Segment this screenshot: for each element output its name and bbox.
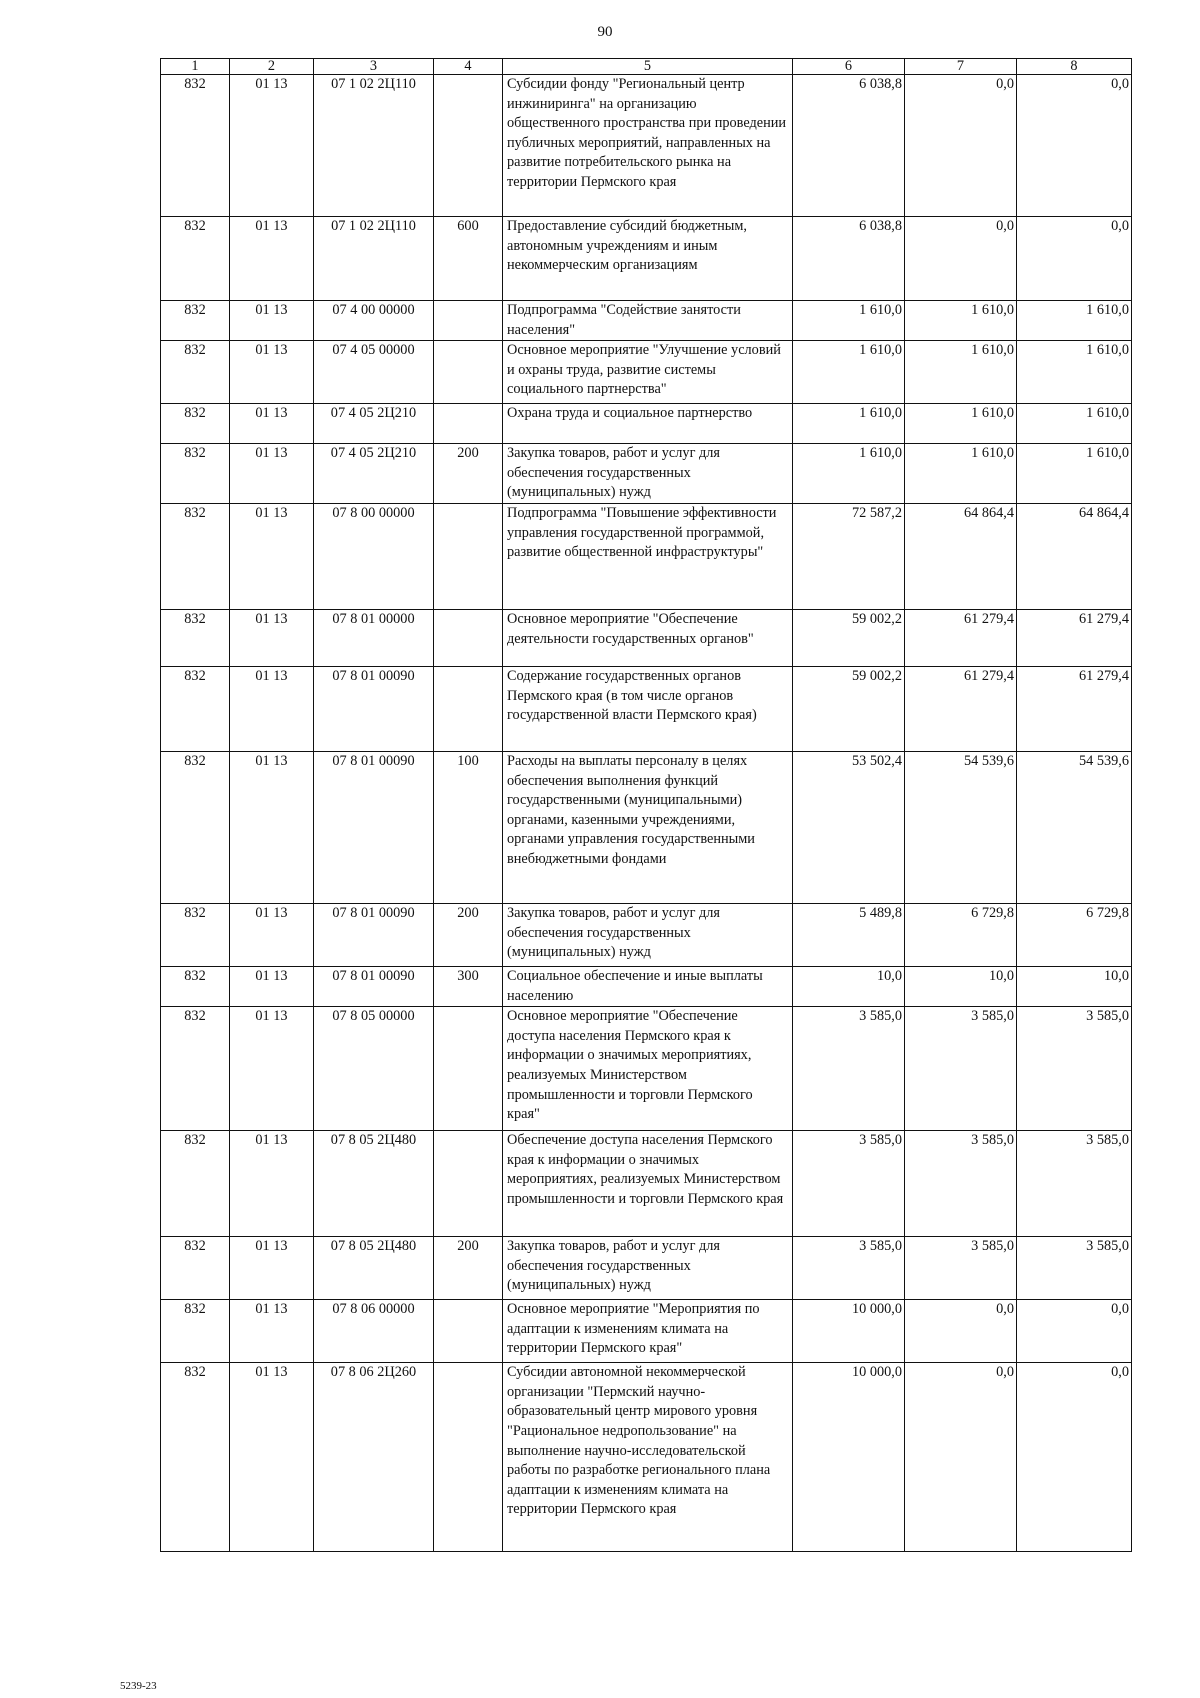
- cell-target-article: 07 8 01 00090: [314, 751, 434, 903]
- cell-amount-2: 61 279,4: [905, 666, 1017, 751]
- cell-description: Основное мероприятие "Улучшение условий и охраны труда, развитие системы социального партнерства": [503, 341, 793, 404]
- cell-amount-1: 10 000,0: [793, 1363, 905, 1552]
- cell-amount-1: 53 502,4: [793, 751, 905, 903]
- cell-amount-2: 0,0: [905, 1363, 1017, 1552]
- cell-amount-1: 3 585,0: [793, 1237, 905, 1300]
- cell-section: 01 13: [230, 217, 314, 301]
- budget-table: [160, 58, 1132, 1552]
- page-number: 90: [597, 24, 613, 40]
- cell-code: 832: [161, 903, 230, 966]
- cell-expense-type: 600: [434, 217, 503, 301]
- cell-amount-2: 0,0: [905, 75, 1017, 217]
- cell-description: Основное мероприятие "Мероприятия по адаптации к изменениям климата на территории Пермского края": [503, 1300, 793, 1363]
- column-header: 3: [314, 59, 434, 75]
- cell-amount-1: 10 000,0: [793, 1300, 905, 1363]
- cell-target-article: 07 1 02 2Ц110: [314, 217, 434, 301]
- cell-section: 01 13: [230, 404, 314, 444]
- cell-amount-1: 1 610,0: [793, 301, 905, 341]
- cell-section: 01 13: [230, 903, 314, 966]
- cell-code: 832: [161, 341, 230, 404]
- cell-target-article: 07 8 06 00000: [314, 1300, 434, 1363]
- cell-expense-type: [434, 609, 503, 666]
- cell-code: 832: [161, 217, 230, 301]
- cell-expense-type: [434, 341, 503, 404]
- table-row: [161, 1007, 1132, 1131]
- cell-amount-3: 3 585,0: [1017, 1237, 1132, 1300]
- cell-expense-type: [434, 1131, 503, 1237]
- cell-amount-1: 59 002,2: [793, 666, 905, 751]
- cell-code: 832: [161, 1237, 230, 1300]
- cell-expense-type: [434, 75, 503, 217]
- cell-description: Закупка товаров, работ и услуг для обеспечения государственных (муниципальных) нужд: [503, 903, 793, 966]
- cell-amount-3: 61 279,4: [1017, 666, 1132, 751]
- cell-amount-2: 6 729,8: [905, 903, 1017, 966]
- cell-description: Основное мероприятие "Обеспечение деятельности государственных органов": [503, 609, 793, 666]
- cell-code: 832: [161, 1300, 230, 1363]
- cell-section: 01 13: [230, 1300, 314, 1363]
- cell-amount-3: 6 729,8: [1017, 903, 1132, 966]
- cell-amount-2: 64 864,4: [905, 503, 1017, 609]
- cell-amount-3: 1 610,0: [1017, 444, 1132, 504]
- cell-target-article: 07 8 06 2Ц260: [314, 1363, 434, 1552]
- cell-code: 832: [161, 1363, 230, 1552]
- cell-amount-1: 59 002,2: [793, 609, 905, 666]
- table-row: [161, 1131, 1132, 1237]
- cell-description: Подпрограмма "Повышение эффективности управления государственной программой, развитие общественной инфраструктуры": [503, 503, 793, 609]
- cell-amount-1: 5 489,8: [793, 903, 905, 966]
- cell-code: 832: [161, 1131, 230, 1237]
- cell-description: Предоставление субсидий бюджетным, автономным учреждениям и иным некоммерческим организациям: [503, 217, 793, 301]
- column-header: 1: [161, 59, 230, 75]
- cell-target-article: 07 8 05 2Ц480: [314, 1131, 434, 1237]
- cell-amount-2: 3 585,0: [905, 1237, 1017, 1300]
- cell-description: Субсидии фонду "Региональный центр инжиниринга" на организацию общественного пространства при проведении публичных мероприятий, направленных на развитие потребительского рынка на территории Пермского края: [503, 75, 793, 217]
- cell-description: Обеспечение доступа населения Пермского края к информации о значимых мероприятиях, реализуемых Министерством промышленности и торговли Пермского края: [503, 1131, 793, 1237]
- cell-target-article: 07 8 01 00090: [314, 966, 434, 1006]
- cell-amount-3: 3 585,0: [1017, 1007, 1132, 1131]
- cell-amount-3: 1 610,0: [1017, 341, 1132, 404]
- column-header: 2: [230, 59, 314, 75]
- cell-amount-2: 61 279,4: [905, 609, 1017, 666]
- cell-amount-3: 10,0: [1017, 966, 1132, 1006]
- cell-description: Основное мероприятие "Обеспечение доступа населения Пермского края к информации о значимых мероприятиях, реализуемых Министерством промышленности и торговли Пермского края": [503, 1007, 793, 1131]
- cell-expense-type: [434, 1300, 503, 1363]
- cell-expense-type: [434, 404, 503, 444]
- cell-section: 01 13: [230, 75, 314, 217]
- table-row: [161, 75, 1132, 217]
- table-row: [161, 903, 1132, 966]
- cell-amount-2: 1 610,0: [905, 341, 1017, 404]
- cell-amount-2: 0,0: [905, 1300, 1017, 1363]
- cell-amount-1: 3 585,0: [793, 1131, 905, 1237]
- cell-amount-1: 6 038,8: [793, 217, 905, 301]
- cell-description: Субсидии автономной некоммерческой организации "Пермский научно-образовательный центр мирового уровня "Рациональное недропользование" на выполнение научно-исследовательской работы по разработке регионального плана адаптации к изменениям климата на территории Пермского края: [503, 1363, 793, 1552]
- cell-expense-type: [434, 503, 503, 609]
- cell-section: 01 13: [230, 609, 314, 666]
- column-header: 4: [434, 59, 503, 75]
- document-code: 5239-23: [120, 1680, 157, 1692]
- cell-amount-2: 1 610,0: [905, 301, 1017, 341]
- cell-code: 832: [161, 609, 230, 666]
- cell-code: 832: [161, 404, 230, 444]
- cell-expense-type: 200: [434, 903, 503, 966]
- cell-amount-3: 61 279,4: [1017, 609, 1132, 666]
- cell-code: 832: [161, 301, 230, 341]
- cell-section: 01 13: [230, 666, 314, 751]
- cell-amount-3: 1 610,0: [1017, 301, 1132, 341]
- table-row: [161, 666, 1132, 751]
- cell-expense-type: 200: [434, 444, 503, 504]
- column-header: 7: [905, 59, 1017, 75]
- cell-description: Закупка товаров, работ и услуг для обеспечения государственных (муниципальных) нужд: [503, 444, 793, 504]
- cell-section: 01 13: [230, 1363, 314, 1552]
- cell-section: 01 13: [230, 1237, 314, 1300]
- cell-target-article: 07 4 05 00000: [314, 341, 434, 404]
- cell-amount-1: 6 038,8: [793, 75, 905, 217]
- cell-code: 832: [161, 444, 230, 504]
- table-row: [161, 609, 1132, 666]
- cell-amount-3: 0,0: [1017, 75, 1132, 217]
- table-row: [161, 1300, 1132, 1363]
- cell-amount-2: 3 585,0: [905, 1131, 1017, 1237]
- cell-description: Социальное обеспечение и иные выплаты населению: [503, 966, 793, 1006]
- cell-amount-1: 1 610,0: [793, 444, 905, 504]
- table-row: [161, 217, 1132, 301]
- cell-description: Подпрограмма "Содействие занятости населения": [503, 301, 793, 341]
- cell-code: 832: [161, 966, 230, 1006]
- cell-expense-type: [434, 666, 503, 751]
- column-header: 6: [793, 59, 905, 75]
- cell-code: 832: [161, 751, 230, 903]
- cell-description: Охрана труда и социальное партнерство: [503, 404, 793, 444]
- cell-code: 832: [161, 1007, 230, 1131]
- cell-target-article: 07 4 00 00000: [314, 301, 434, 341]
- cell-amount-3: 0,0: [1017, 1300, 1132, 1363]
- cell-section: 01 13: [230, 1131, 314, 1237]
- cell-amount-3: 0,0: [1017, 217, 1132, 301]
- cell-description: Расходы на выплаты персоналу в целях обеспечения выполнения функций государственными (муниципальными) органами, казенными учреждениями, органами управления государственными внебюджетными фондами: [503, 751, 793, 903]
- table-row: [161, 1363, 1132, 1552]
- cell-expense-type: [434, 301, 503, 341]
- cell-expense-type: [434, 1363, 503, 1552]
- cell-expense-type: 300: [434, 966, 503, 1006]
- header-row: [161, 59, 1132, 75]
- table-row: [161, 404, 1132, 444]
- cell-section: 01 13: [230, 966, 314, 1006]
- cell-amount-2: 3 585,0: [905, 1007, 1017, 1131]
- cell-target-article: 07 4 05 2Ц210: [314, 444, 434, 504]
- table-row: [161, 444, 1132, 504]
- table-row: [161, 301, 1132, 341]
- cell-amount-1: 1 610,0: [793, 341, 905, 404]
- cell-amount-3: 3 585,0: [1017, 1131, 1132, 1237]
- cell-amount-2: 0,0: [905, 217, 1017, 301]
- cell-amount-2: 1 610,0: [905, 444, 1017, 504]
- cell-target-article: 07 8 05 00000: [314, 1007, 434, 1131]
- cell-code: 832: [161, 503, 230, 609]
- cell-section: 01 13: [230, 503, 314, 609]
- cell-section: 01 13: [230, 444, 314, 504]
- cell-target-article: 07 8 00 00000: [314, 503, 434, 609]
- cell-amount-1: 10,0: [793, 966, 905, 1006]
- table-row: [161, 751, 1132, 903]
- cell-amount-2: 10,0: [905, 966, 1017, 1006]
- cell-target-article: 07 8 01 00000: [314, 609, 434, 666]
- cell-target-article: 07 8 05 2Ц480: [314, 1237, 434, 1300]
- cell-section: 01 13: [230, 341, 314, 404]
- cell-amount-1: 1 610,0: [793, 404, 905, 444]
- cell-target-article: 07 4 05 2Ц210: [314, 404, 434, 444]
- cell-code: 832: [161, 666, 230, 751]
- cell-amount-1: 72 587,2: [793, 503, 905, 609]
- cell-expense-type: 100: [434, 751, 503, 903]
- cell-target-article: 07 1 02 2Ц110: [314, 75, 434, 217]
- table-row: [161, 341, 1132, 404]
- table-row: [161, 1237, 1132, 1300]
- table-row: [161, 503, 1132, 609]
- cell-amount-2: 1 610,0: [905, 404, 1017, 444]
- cell-amount-1: 3 585,0: [793, 1007, 905, 1131]
- cell-target-article: 07 8 01 00090: [314, 666, 434, 751]
- cell-section: 01 13: [230, 301, 314, 341]
- cell-target-article: 07 8 01 00090: [314, 903, 434, 966]
- cell-expense-type: 200: [434, 1237, 503, 1300]
- column-header: 8: [1017, 59, 1132, 75]
- cell-description: Содержание государственных органов Пермского края (в том числе органов государственной власти Пермского края): [503, 666, 793, 751]
- table-row: [161, 966, 1132, 1006]
- cell-section: 01 13: [230, 1007, 314, 1131]
- cell-amount-3: 0,0: [1017, 1363, 1132, 1552]
- cell-amount-3: 54 539,6: [1017, 751, 1132, 903]
- cell-expense-type: [434, 1007, 503, 1131]
- cell-code: 832: [161, 75, 230, 217]
- cell-description: Закупка товаров, работ и услуг для обеспечения государственных (муниципальных) нужд: [503, 1237, 793, 1300]
- cell-amount-3: 64 864,4: [1017, 503, 1132, 609]
- cell-amount-2: 54 539,6: [905, 751, 1017, 903]
- cell-section: 01 13: [230, 751, 314, 903]
- cell-amount-3: 1 610,0: [1017, 404, 1132, 444]
- column-header: 5: [503, 59, 793, 75]
